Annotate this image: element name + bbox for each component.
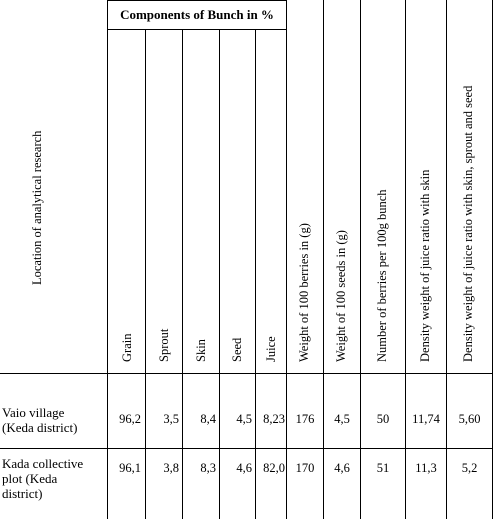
col-header-density-skin-sprout-seed: Density weight of juice ratio with skin, sprout and seed [461,85,475,362]
grid-line-col-5 [286,0,287,519]
row-location: Kada collective plot (Keda district) [2,456,84,501]
grid-line-col-3 [219,29,220,519]
cell-juice: 82,0 [263,461,285,475]
grid-line-col-9 [446,0,447,519]
grid-line-row-sep [0,448,493,449]
grid-line-group-header [107,29,286,30]
cell-juice: 8,23 [263,412,285,426]
grid-line-col-0 [107,0,108,519]
cell-berries-per-bunch: 51 [376,461,390,475]
grid-line-col-7 [360,0,361,519]
col-header-seed: Seed [230,337,244,362]
cell-density-skin-sprout-seed: 5,60 [458,412,481,426]
cell-skin: 8,4 [200,412,216,426]
grid-line-col-4 [255,29,256,519]
cell-skin: 8,3 [200,461,216,475]
row-header-location: Location of analytical research [30,130,44,285]
cell-grain: 96,1 [119,461,141,475]
col-header-juice: Juice [264,336,278,362]
grid-line-col-2 [182,29,183,519]
col-header-grain: Grain [120,333,134,362]
col-header-sprout: Sprout [157,328,171,362]
group-header: Components of Bunch in % [120,7,274,22]
cell-weight-seeds: 4,6 [334,461,350,475]
grid-line-col-8 [405,0,406,519]
col-header-weight-seeds: Weight of 100 seeds in (g) [334,230,348,362]
cell-sprout: 3,8 [163,461,179,475]
cell-sprout: 3,5 [163,412,179,426]
grid-line-header-bottom [0,373,493,374]
row-location: Vaio village (Keda district) [2,405,78,435]
cell-density-skin-sprout-seed: 5,2 [461,461,478,475]
grid-line-top [107,0,286,1]
cell-density-skin: 11,74 [412,412,440,426]
col-header-density-skin: Density weight of juice ratio with skin [418,169,432,362]
cell-seed: 4,6 [236,461,252,475]
grid-line-col-1 [145,29,146,519]
col-header-berries-per-bunch: Number of berries per 100g bunch [375,189,389,362]
grid-line-col-6 [323,0,324,519]
cell-density-skin: 11,3 [415,461,437,475]
col-header-weight-berries: Weight of 100 berries in (g) [297,223,311,362]
cell-weight-seeds: 4,5 [334,412,350,426]
col-header-skin: Skin [194,339,208,362]
cell-grain: 96,2 [119,412,141,426]
cell-weight-berries: 170 [295,461,315,475]
cell-weight-berries: 176 [295,412,315,426]
cell-seed: 4,5 [236,412,252,426]
cell-berries-per-bunch: 50 [376,412,390,426]
